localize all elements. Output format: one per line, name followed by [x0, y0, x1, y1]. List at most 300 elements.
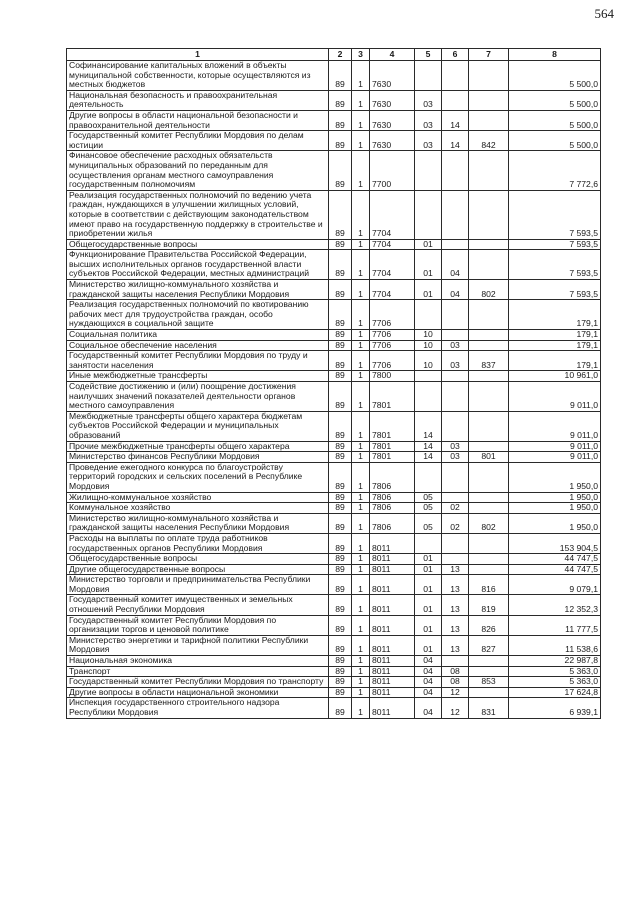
code-ministry — [469, 564, 509, 575]
code-ministry: 801 — [469, 452, 509, 463]
code-sub: 1 — [352, 452, 370, 463]
code-section — [415, 382, 442, 412]
code-subsection — [442, 656, 469, 667]
code-sub: 1 — [352, 687, 370, 698]
code-gr: 89 — [329, 595, 352, 615]
code-subsection: 13 — [442, 615, 469, 635]
row-amount: 9 011,0 — [509, 382, 601, 412]
code-sub: 1 — [352, 503, 370, 514]
code-subsection: 03 — [442, 351, 469, 371]
code-ministry: 816 — [469, 575, 509, 595]
code-gr: 89 — [329, 340, 352, 351]
code-ministry: 826 — [469, 615, 509, 635]
table-row — [67, 452, 601, 463]
code-subsection: 13 — [442, 564, 469, 575]
code-ministry: 842 — [469, 131, 509, 151]
code-section: 14 — [415, 452, 442, 463]
code-target: 7704 — [370, 190, 415, 239]
code-target: 7630 — [370, 110, 415, 130]
code-ministry — [469, 554, 509, 565]
row-amount: 5 500,0 — [509, 90, 601, 110]
code-gr: 89 — [329, 635, 352, 655]
code-sub: 1 — [352, 666, 370, 677]
row-amount: 179,1 — [509, 300, 601, 330]
code-ministry — [469, 382, 509, 412]
code-gr: 89 — [329, 533, 352, 553]
row-amount: 7 593,5 — [509, 280, 601, 300]
code-target: 7806 — [370, 503, 415, 514]
row-amount: 12 352,3 — [509, 595, 601, 615]
row-amount: 179,1 — [509, 351, 601, 371]
table-row — [67, 382, 601, 412]
code-sub: 1 — [352, 190, 370, 239]
code-gr: 89 — [329, 575, 352, 595]
code-sub: 1 — [352, 595, 370, 615]
code-ministry — [469, 340, 509, 351]
row-name: Реализация государственных полномочий по квотированию рабочих мест для трудоустройства граждан, особо нуждающихся в социальной защите — [67, 300, 329, 330]
code-subsection: 08 — [442, 666, 469, 677]
code-target: 7801 — [370, 441, 415, 452]
code-subsection: 08 — [442, 677, 469, 688]
table-row — [67, 656, 601, 667]
row-amount: 5 363,0 — [509, 677, 601, 688]
row-name: Межбюджетные трансферты общего характера бюджетам субъектов Российской Федерации и муниципальных образований — [67, 411, 329, 441]
code-target: 8011 — [370, 533, 415, 553]
code-ministry — [469, 441, 509, 452]
code-ministry: 831 — [469, 698, 509, 718]
row-name: Другие вопросы в области национальной безопасности и правоохранительной деятельности — [67, 110, 329, 130]
code-subsection — [442, 190, 469, 239]
row-amount: 7 593,5 — [509, 190, 601, 239]
table-row — [67, 61, 601, 91]
table-row — [67, 554, 601, 565]
code-gr: 89 — [329, 90, 352, 110]
code-ministry: 802 — [469, 513, 509, 533]
table-row — [67, 533, 601, 553]
code-ministry — [469, 411, 509, 441]
row-amount: 7 593,5 — [509, 239, 601, 250]
column-header-2: 2 — [329, 49, 352, 61]
code-section — [415, 371, 442, 382]
code-target: 8011 — [370, 698, 415, 718]
row-amount: 10 961,0 — [509, 371, 601, 382]
table-row — [67, 595, 601, 615]
code-gr: 89 — [329, 615, 352, 635]
code-target: 8011 — [370, 595, 415, 615]
row-amount: 9 011,0 — [509, 411, 601, 441]
code-sub: 1 — [352, 151, 370, 190]
code-target: 7630 — [370, 61, 415, 91]
row-name: Другие вопросы в области национальной экономики — [67, 687, 329, 698]
code-ministry — [469, 492, 509, 503]
code-ministry: 819 — [469, 595, 509, 615]
code-ministry — [469, 90, 509, 110]
table-row — [67, 687, 601, 698]
row-name: Транспорт — [67, 666, 329, 677]
code-target: 7706 — [370, 351, 415, 371]
code-subsection — [442, 90, 469, 110]
code-subsection — [442, 61, 469, 91]
code-ministry — [469, 239, 509, 250]
code-target: 8011 — [370, 564, 415, 575]
code-subsection: 03 — [442, 340, 469, 351]
table-row — [67, 371, 601, 382]
row-name: Государственный комитет Республики Мордовия по организации торгов и ценовой политике — [67, 615, 329, 635]
code-sub: 1 — [352, 615, 370, 635]
code-subsection — [442, 554, 469, 565]
code-gr: 89 — [329, 300, 352, 330]
row-name: Финансовое обеспечение расходных обязательств муниципальных образований по переданным для осуществления органам местного самоуправления государственным полномочиям — [67, 151, 329, 190]
code-gr: 89 — [329, 441, 352, 452]
code-subsection: 02 — [442, 503, 469, 514]
code-target: 7806 — [370, 462, 415, 492]
code-section: 10 — [415, 351, 442, 371]
code-section: 01 — [415, 595, 442, 615]
code-sub: 1 — [352, 340, 370, 351]
code-subsection — [442, 300, 469, 330]
column-header-3: 3 — [352, 49, 370, 61]
table-row — [67, 698, 601, 718]
table-row — [67, 300, 601, 330]
table-row — [67, 239, 601, 250]
code-section: 01 — [415, 280, 442, 300]
code-target: 7704 — [370, 239, 415, 250]
code-subsection — [442, 462, 469, 492]
code-subsection: 13 — [442, 575, 469, 595]
code-section: 01 — [415, 554, 442, 565]
code-ministry — [469, 656, 509, 667]
code-section — [415, 61, 442, 91]
column-header-1: 1 — [67, 49, 329, 61]
code-section — [415, 533, 442, 553]
code-ministry — [469, 61, 509, 91]
code-ministry — [469, 462, 509, 492]
code-subsection — [442, 492, 469, 503]
table-row — [67, 250, 601, 280]
code-section: 10 — [415, 340, 442, 351]
code-target: 7700 — [370, 151, 415, 190]
code-sub: 1 — [352, 382, 370, 412]
code-ministry — [469, 110, 509, 130]
code-sub: 1 — [352, 564, 370, 575]
row-amount: 5 500,0 — [509, 61, 601, 91]
code-sub: 1 — [352, 330, 370, 341]
table-row — [67, 677, 601, 688]
code-gr: 89 — [329, 411, 352, 441]
table-row — [67, 190, 601, 239]
row-name: Софинансирование капитальных вложений в объекты муниципальной собственности, которые осуществляются из местных бюджетов — [67, 61, 329, 91]
code-section: 01 — [415, 564, 442, 575]
code-ministry: 827 — [469, 635, 509, 655]
row-name: Функционирование Правительства Российской Федерации, высших исполнительных органов государственной власти субъектов Российской Федерации, местных администраций — [67, 250, 329, 280]
code-sub: 1 — [352, 441, 370, 452]
table-row — [67, 513, 601, 533]
code-ministry — [469, 687, 509, 698]
code-ministry — [469, 503, 509, 514]
row-amount: 11 777,5 — [509, 615, 601, 635]
code-section: 01 — [415, 239, 442, 250]
code-subsection: 14 — [442, 110, 469, 130]
code-gr: 89 — [329, 492, 352, 503]
code-section: 01 — [415, 575, 442, 595]
code-gr: 89 — [329, 462, 352, 492]
code-gr: 89 — [329, 382, 352, 412]
code-sub: 1 — [352, 554, 370, 565]
code-section: 03 — [415, 131, 442, 151]
column-header-7: 7 — [469, 49, 509, 61]
code-sub: 1 — [352, 411, 370, 441]
code-gr: 89 — [329, 280, 352, 300]
code-gr: 89 — [329, 503, 352, 514]
code-gr: 89 — [329, 371, 352, 382]
code-gr: 89 — [329, 351, 352, 371]
code-ministry: 837 — [469, 351, 509, 371]
code-target: 7706 — [370, 300, 415, 330]
row-name: Министерство жилищно-коммунального хозяйства и гражданской защиты населения Республики Мордовия — [67, 280, 329, 300]
code-target: 7801 — [370, 382, 415, 412]
row-amount: 7 772,6 — [509, 151, 601, 190]
code-ministry — [469, 666, 509, 677]
code-subsection: 13 — [442, 595, 469, 615]
code-section — [415, 300, 442, 330]
table-row — [67, 441, 601, 452]
row-amount: 44 747,5 — [509, 554, 601, 565]
code-target: 7706 — [370, 330, 415, 341]
row-amount: 7 593,5 — [509, 250, 601, 280]
row-amount: 9 079,1 — [509, 575, 601, 595]
code-ministry — [469, 250, 509, 280]
code-subsection: 12 — [442, 698, 469, 718]
code-gr: 89 — [329, 698, 352, 718]
table-row — [67, 564, 601, 575]
code-gr: 89 — [329, 666, 352, 677]
table-row — [67, 340, 601, 351]
row-amount: 9 011,0 — [509, 452, 601, 463]
row-name: Министерство энергетики и тарифной политики Республики Мордовия — [67, 635, 329, 655]
row-name: Государственный комитет имущественных и земельных отношений Республики Мордовия — [67, 595, 329, 615]
row-name: Министерство торговли и предпринимательства Республики Мордовия — [67, 575, 329, 595]
row-name: Инспекция государственного строительного надзора Республики Мордовия — [67, 698, 329, 718]
code-gr: 89 — [329, 250, 352, 280]
table-row — [67, 110, 601, 130]
code-gr: 89 — [329, 452, 352, 463]
table-row — [67, 666, 601, 677]
code-gr: 89 — [329, 110, 352, 130]
code-subsection — [442, 533, 469, 553]
code-ministry — [469, 371, 509, 382]
table-row — [67, 280, 601, 300]
code-target: 7806 — [370, 492, 415, 503]
code-sub: 1 — [352, 90, 370, 110]
code-gr: 89 — [329, 151, 352, 190]
code-sub: 1 — [352, 110, 370, 130]
code-sub: 1 — [352, 533, 370, 553]
code-gr: 89 — [329, 190, 352, 239]
code-section: 01 — [415, 250, 442, 280]
row-name: Министерство финансов Республики Мордовия — [67, 452, 329, 463]
code-gr: 89 — [329, 61, 352, 91]
code-target: 7630 — [370, 131, 415, 151]
table-row — [67, 462, 601, 492]
code-subsection: 14 — [442, 131, 469, 151]
code-target: 7801 — [370, 411, 415, 441]
code-subsection: 04 — [442, 280, 469, 300]
code-sub: 1 — [352, 351, 370, 371]
code-subsection: 02 — [442, 513, 469, 533]
code-subsection — [442, 371, 469, 382]
code-target: 8011 — [370, 635, 415, 655]
code-target: 7704 — [370, 250, 415, 280]
code-sub: 1 — [352, 280, 370, 300]
code-sub: 1 — [352, 575, 370, 595]
row-name: Министерство жилищно-коммунального хозяйства и гражданской защиты населения Республики Мордовия — [67, 513, 329, 533]
table-row — [67, 131, 601, 151]
code-subsection: 03 — [442, 441, 469, 452]
code-section — [415, 151, 442, 190]
code-section: 14 — [415, 441, 442, 452]
code-section: 10 — [415, 330, 442, 341]
row-amount: 1 950,0 — [509, 503, 601, 514]
table-row — [67, 151, 601, 190]
code-sub: 1 — [352, 656, 370, 667]
column-header-4: 4 — [370, 49, 415, 61]
row-name: Социальное обеспечение населения — [67, 340, 329, 351]
code-section: 04 — [415, 666, 442, 677]
code-section: 05 — [415, 503, 442, 514]
row-name: Содействие достижению и (или) поощрение достижения наилучших значений показателей деятельности органов местного самоуправления — [67, 382, 329, 412]
code-subsection: 04 — [442, 250, 469, 280]
code-gr: 89 — [329, 513, 352, 533]
row-name: Государственный комитет Республики Мордовия по труду и занятости населения — [67, 351, 329, 371]
row-amount: 11 538,6 — [509, 635, 601, 655]
code-sub: 1 — [352, 462, 370, 492]
code-sub: 1 — [352, 300, 370, 330]
code-gr: 89 — [329, 330, 352, 341]
row-amount: 44 747,5 — [509, 564, 601, 575]
row-name: Государственный комитет Республики Мордовия по делам юстиции — [67, 131, 329, 151]
code-section: 04 — [415, 687, 442, 698]
row-name: Иные межбюджетные трансферты — [67, 371, 329, 382]
row-amount: 5 500,0 — [509, 131, 601, 151]
code-ministry — [469, 190, 509, 239]
row-amount: 22 987,8 — [509, 656, 601, 667]
code-section: 03 — [415, 110, 442, 130]
row-name: Национальная безопасность и правоохранительная деятельность — [67, 90, 329, 110]
code-ministry — [469, 330, 509, 341]
code-subsection — [442, 239, 469, 250]
row-amount: 179,1 — [509, 340, 601, 351]
code-target: 8011 — [370, 615, 415, 635]
row-name: Реализация государственных полномочий по ведению учета граждан, нуждающихся в улучшении жилищных условий, которые в соответствии с действующим законодательством имеют право на государственную поддержку в строительстве и приобретении жилья — [67, 190, 329, 239]
table-body — [67, 61, 601, 719]
code-gr: 89 — [329, 677, 352, 688]
column-header-6: 6 — [442, 49, 469, 61]
code-section: 05 — [415, 492, 442, 503]
column-header-8: 8 — [509, 49, 601, 61]
table-row — [67, 492, 601, 503]
table-row — [67, 615, 601, 635]
code-sub: 1 — [352, 61, 370, 91]
row-amount: 6 939,1 — [509, 698, 601, 718]
row-amount: 1 950,0 — [509, 513, 601, 533]
row-amount: 17 624,8 — [509, 687, 601, 698]
code-gr: 89 — [329, 564, 352, 575]
code-target: 8011 — [370, 554, 415, 565]
table-header-row — [67, 49, 601, 61]
row-amount: 5 500,0 — [509, 110, 601, 130]
table-row — [67, 351, 601, 371]
row-amount: 1 950,0 — [509, 462, 601, 492]
code-sub: 1 — [352, 371, 370, 382]
code-ministry — [469, 533, 509, 553]
code-section: 01 — [415, 635, 442, 655]
code-gr: 89 — [329, 239, 352, 250]
row-amount: 179,1 — [509, 330, 601, 341]
row-amount: 153 904,5 — [509, 533, 601, 553]
table-row — [67, 90, 601, 110]
code-target: 8011 — [370, 575, 415, 595]
code-ministry — [469, 300, 509, 330]
row-name: Социальная политика — [67, 330, 329, 341]
code-section: 04 — [415, 698, 442, 718]
code-section: 03 — [415, 90, 442, 110]
table-row — [67, 635, 601, 655]
code-section: 01 — [415, 615, 442, 635]
table-row — [67, 411, 601, 441]
code-ministry: 853 — [469, 677, 509, 688]
code-subsection — [442, 151, 469, 190]
table-row — [67, 330, 601, 341]
budget-table — [66, 48, 601, 719]
column-header-5: 5 — [415, 49, 442, 61]
row-amount: 5 363,0 — [509, 666, 601, 677]
code-target: 8011 — [370, 666, 415, 677]
row-name: Другие общегосударственные вопросы — [67, 564, 329, 575]
row-name: Государственный комитет Республики Мордовия по транспорту — [67, 677, 329, 688]
code-sub: 1 — [352, 677, 370, 688]
code-target: 7630 — [370, 90, 415, 110]
code-gr: 89 — [329, 554, 352, 565]
code-section: 05 — [415, 513, 442, 533]
table-row — [67, 575, 601, 595]
code-target: 8011 — [370, 656, 415, 667]
code-subsection — [442, 382, 469, 412]
row-name: Прочие межбюджетные трансферты общего характера — [67, 441, 329, 452]
table-row — [67, 503, 601, 514]
code-gr: 89 — [329, 656, 352, 667]
code-section: 14 — [415, 411, 442, 441]
code-target: 7801 — [370, 452, 415, 463]
code-sub: 1 — [352, 492, 370, 503]
page-number: 564 — [594, 6, 614, 21]
row-name: Национальная экономика — [67, 656, 329, 667]
code-sub: 1 — [352, 635, 370, 655]
code-target: 7706 — [370, 340, 415, 351]
code-gr: 89 — [329, 687, 352, 698]
code-subsection — [442, 330, 469, 341]
code-gr: 89 — [329, 131, 352, 151]
code-target: 7800 — [370, 371, 415, 382]
code-subsection: 13 — [442, 635, 469, 655]
row-amount: 9 011,0 — [509, 441, 601, 452]
code-ministry: 802 — [469, 280, 509, 300]
code-subsection — [442, 411, 469, 441]
code-sub: 1 — [352, 239, 370, 250]
code-sub: 1 — [352, 698, 370, 718]
row-name: Общегосударственные вопросы — [67, 554, 329, 565]
code-subsection: 03 — [442, 452, 469, 463]
row-name: Коммунальное хозяйство — [67, 503, 329, 514]
